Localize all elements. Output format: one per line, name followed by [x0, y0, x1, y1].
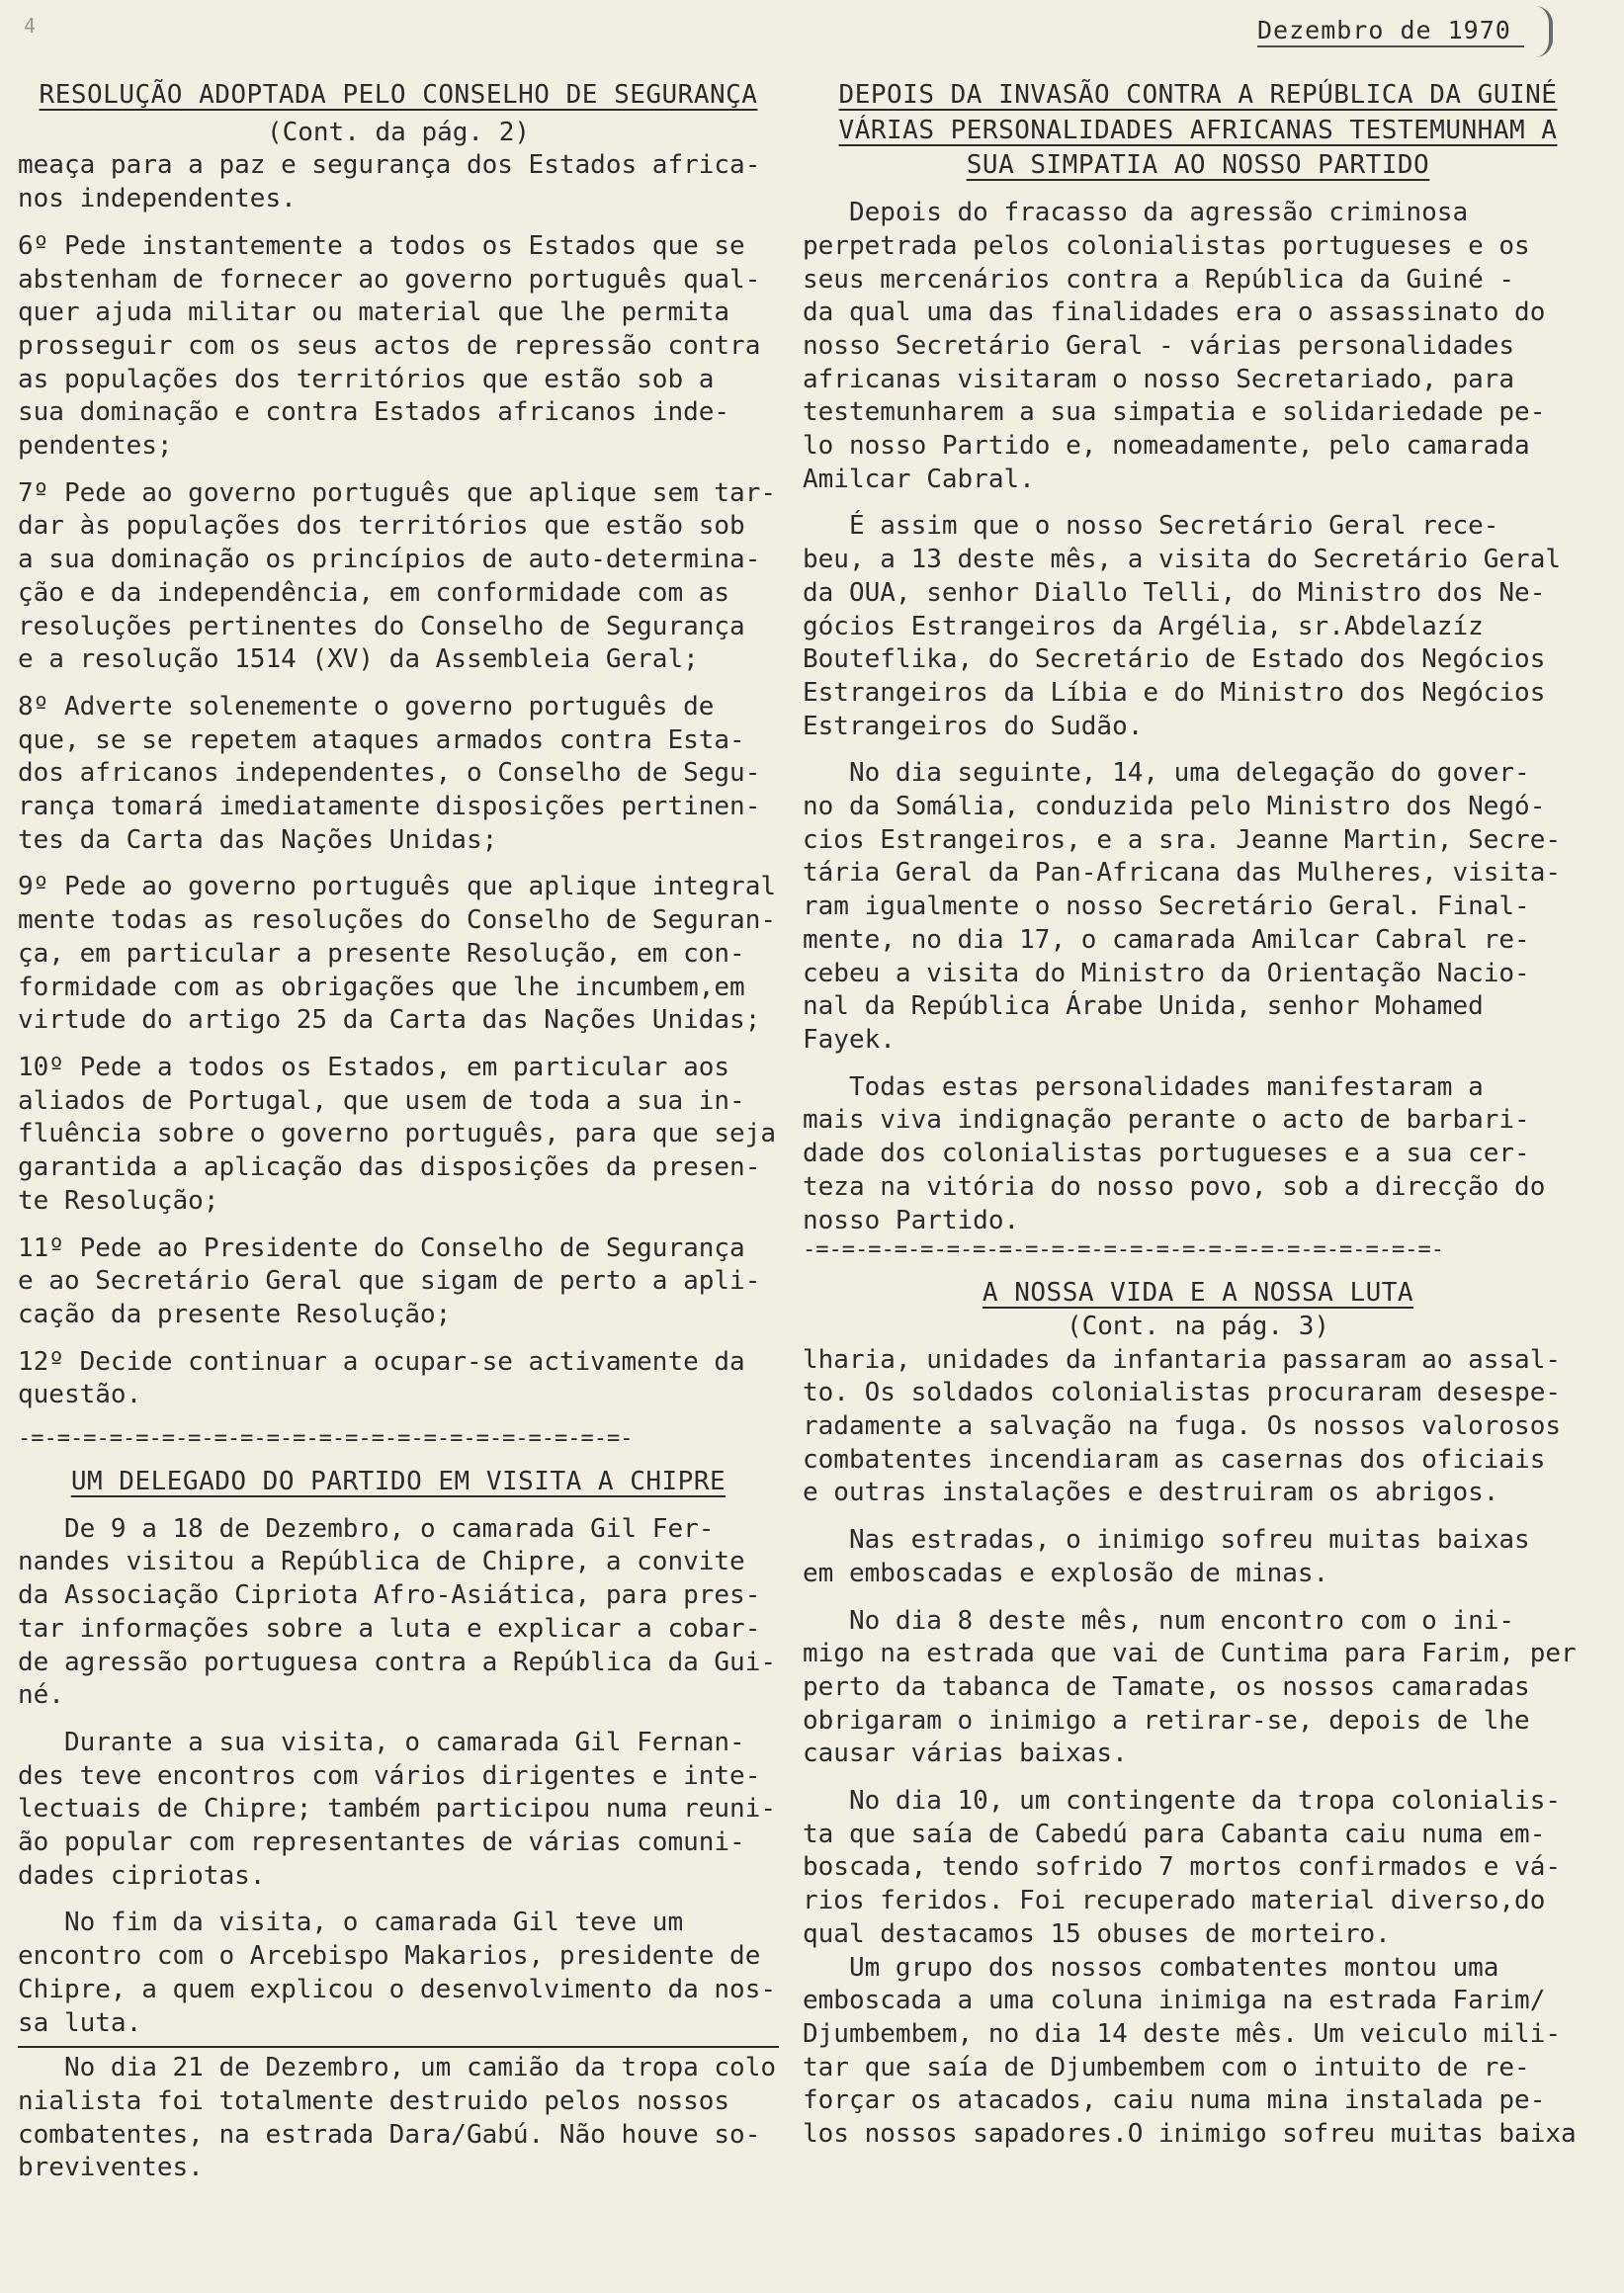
text-line: sua dominação e contra Estados africanos inde-	[18, 397, 730, 428]
chipre-para-1	[18, 1513, 779, 1713]
text-line: lo nosso Partido e, nomeadamente, pelo camarada	[803, 431, 1530, 462]
text-line: obrigaram o inimigo a retirar-se, depois de lhe	[803, 1705, 1530, 1736]
text-line: boscada, tendo sofrido 7 mortos confirmados e vá-	[803, 1852, 1562, 1883]
continued-on: (Cont. na pág. 3)	[1066, 1311, 1330, 1341]
text-line: dade dos colonialistas portugueses e a sua cer-	[803, 1139, 1530, 1169]
chipre-para-3	[18, 1907, 779, 2040]
text-line: ram igualmente o nosso Secretário Geral. Final-	[803, 892, 1530, 922]
text-line: Chipre, a quem explicou o desenvolvimento da nos-	[18, 1974, 777, 2004]
text-line: teza na vitória do nosso povo, sob a direcção do	[803, 1171, 1546, 1202]
text-line: quer ajuda militar ou material que lhe permita	[18, 297, 730, 328]
text-line: tes da Carta das Nações Unidas;	[18, 824, 498, 855]
text-line: nos independentes.	[18, 184, 297, 214]
text-line: aliados de Portugal, que usem de toda a sua in-	[18, 1085, 745, 1116]
text-line: nandes visitou a República de Chipre, a convite	[18, 1547, 745, 1577]
text-line: te Resolução;	[18, 1185, 219, 1216]
text-line: mais viva indignação perante o acto de barbari-	[803, 1105, 1530, 1136]
text-line: dos africanos independentes, o Conselho de Segu-	[18, 758, 761, 789]
title-line: VÁRIAS PERSONALIDADES AFRICANAS TESTEMUNHAM A	[838, 115, 1558, 145]
invasion-title	[803, 79, 1593, 183]
text-line: da Associação Cipriota Afro-Asiática, para pres-	[18, 1580, 761, 1611]
text-line: a sua dominação os princípios de auto-determina-	[18, 545, 761, 575]
text-line: beu, a 13 deste mês, a visita do Secretário Geral	[803, 545, 1562, 575]
text-line: 9º Pede ao governo português que aplique integral	[18, 872, 777, 902]
text-line: combatentes, na estrada Dara/Gabú. Não houve so-	[18, 2119, 761, 2150]
item-9	[18, 871, 779, 1038]
text-line: É assim que o nosso Secretário Geral rece-	[803, 511, 1499, 542]
text-line: mente todas as resoluções do Conselho de Seguran-	[18, 905, 777, 936]
text-line: 7º Pede ao governo português que aplique sem tar-	[18, 477, 777, 508]
title-line: SUA SIMPATIA AO NOSSO PARTIDO	[966, 150, 1430, 181]
left-column	[18, 79, 779, 2185]
header-rule	[1257, 45, 1524, 47]
text-line: ão popular com representantes de várias comuni-	[18, 1827, 745, 1858]
text-line: rança tomará imediatamente disposições pertinen-	[18, 792, 761, 822]
text-line: tária Geral da Pan-Africana das Mulheres, visita-	[803, 858, 1562, 889]
text-line: ção e da independência, em conformidade com as	[18, 577, 730, 608]
text-line: des teve encontros com vários dirigentes e inte-	[18, 1760, 761, 1791]
text-line: dades cipriotas.	[18, 1860, 266, 1891]
separator-right: -=-=-=-=-=-=-=-=-=-=-=-=-=-=-=-=-=-=-=-=-=-=-=-=-	[803, 1237, 1445, 1263]
pen-mark	[1525, 6, 1553, 57]
text-line: cebeu a visita do Ministro da Orientação Nacio-	[803, 958, 1530, 988]
right-column	[803, 79, 1593, 2152]
text-line: perpetrada pelos colonialistas portugueses e os	[803, 230, 1530, 261]
text-line: rios feridos. Foi recuperado material diverso,do	[803, 1886, 1546, 1916]
text-line: que, se se repetem ataques armados contra Esta-	[18, 724, 745, 755]
title-line: DEPOIS DA INVASÃO CONTRA A REPÚBLICA DA GUINÉ	[838, 80, 1558, 110]
vida-luta-title: A NOSSA VIDA E A NOSSA LUTA	[982, 1278, 1414, 1309]
text-line: perto da tabanca de Tamate, os nossos camaradas	[803, 1671, 1530, 1702]
text-line: ta que saía de Cabedú para Cabanta caiu numa em-	[803, 1819, 1546, 1849]
text-line: causar várias baixas.	[803, 1739, 1128, 1769]
text-line: nialista foi totalmente destruido pelos nossos	[18, 2085, 730, 2116]
text-line: Durante a sua visita, o camarada Gil Fernan-	[18, 1727, 745, 1757]
text-line: fluência sobre o governo português, para que seja	[18, 1119, 777, 1149]
text-line: Um grupo dos nossos combatentes montou uma	[803, 1952, 1499, 1983]
text-line: em emboscadas e explosão de minas.	[803, 1558, 1329, 1588]
personalities-para-4	[803, 1071, 1593, 1238]
text-line: cação da presente Resolução;	[18, 1299, 452, 1329]
text-line: sa luta.	[18, 2007, 142, 2038]
text-line: Estrangeiros da Líbia e do Ministro dos Negócios	[803, 677, 1546, 708]
text-line: Fayek.	[803, 1024, 896, 1055]
text-line: No fim da visita, o camarada Gil teve um	[18, 1908, 684, 1938]
text-line: testemunharem a sua simpatia e solidariedade pe-	[803, 397, 1546, 428]
luta-para-4	[803, 1785, 1593, 1952]
text-line: nosso Partido.	[803, 1205, 1020, 1235]
text-line: gócios Estrangeiros da Argélia, sr.Abdelazíz	[803, 611, 1484, 641]
text-line: cios Estrangeiros, e a sra. Jeanne Martin, Secre-	[803, 824, 1562, 855]
text-line: formidade com as obrigações que lhe incumbem,em	[18, 972, 745, 1002]
item-7	[18, 477, 779, 677]
chipre-para-2	[18, 1727, 779, 1894]
item-12	[18, 1346, 779, 1412]
item-11	[18, 1232, 779, 1332]
text-line: Estrangeiros do Sudão.	[803, 711, 1144, 741]
text-line: no da Somália, conduzida pelo Ministro dos Negó-	[803, 792, 1546, 822]
text-line: abstenham de fornecer ao governo português qual-	[18, 264, 761, 295]
text-line: e ao Secretário Geral que sigam de perto a apli-	[18, 1266, 761, 1297]
text-line: lharia, unidades da infantaria passaram ao assal-	[803, 1344, 1562, 1375]
text-line: migo na estrada que vai de Cuntima para Farim, per	[803, 1639, 1577, 1669]
issue-date: Dezembro de 1970	[1257, 16, 1511, 44]
luta-para-1	[803, 1344, 1593, 1511]
text-line: los nossos sapadores.O inimigo sofreu muitas baixa	[803, 2119, 1577, 2150]
text-line: 6º Pede instantemente a todos os Estados que se	[18, 230, 745, 261]
personalities-para-2	[803, 510, 1593, 743]
text-line: seus mercenários contra a República da Guiné -	[803, 264, 1515, 295]
text-line: africanas visitaram o nosso Secretariado, para	[803, 364, 1515, 394]
text-line: Nas estradas, o inimigo sofreu muitas baixas	[803, 1525, 1530, 1556]
text-line: da qual uma das finalidades era o assassinato do	[803, 297, 1546, 328]
text-line: lectuais de Chipre; também participou numa reuni-	[18, 1794, 777, 1825]
text-line: pendentes;	[18, 431, 173, 462]
chipre-title: UM DELEGADO DO PARTIDO EM VISITA A CHIPRE	[70, 1467, 727, 1497]
text-line: resoluções pertinentes do Conselho de Segurança	[18, 611, 745, 641]
text-line: ça, em particular a presente Resolução, em con-	[18, 938, 745, 969]
text-line: emboscada a uma coluna inimiga na estrada Farim/	[803, 1986, 1546, 2016]
text-line: de agressão portuguesa contra a República da Gui-	[18, 1647, 777, 1677]
text-line: e a resolução 1514 (XV) da Assembleia Geral;	[18, 644, 699, 675]
text-line: prosseguir com os seus actos de repressão contra	[18, 330, 761, 361]
text-line: meaça para a paz e segurança dos Estados africa-	[18, 150, 761, 181]
separator-left: -=-=-=-=-=-=-=-=-=-=-=-=-=-=-=-=-=-=-=-=-=-=-=-	[18, 1426, 634, 1452]
text-line: Bouteflika, do Secretário de Estado dos Negócios	[803, 644, 1546, 675]
text-line: encontro com o Arcebispo Makarios, presidente de	[18, 1941, 761, 1972]
text-line: 11º Pede ao Presidente do Conselho de Segurança	[18, 1232, 745, 1263]
text-line: to. Os soldados colonialistas procuraram desespe-	[803, 1378, 1562, 1408]
continued-from: (Cont. da pág. 2)	[266, 117, 531, 147]
text-line: qual destacamos 15 obuses de morteiro.	[803, 1918, 1391, 1949]
luta-para-3	[803, 1605, 1593, 1772]
resolution-title: RESOLUÇÃO ADOPTADA PELO CONSELHO DE SEGURANÇA	[39, 80, 758, 110]
personalities-para-3	[803, 757, 1593, 1057]
text-line: Amilcar Cabral.	[803, 464, 1035, 494]
text-line: 8º Adverte solenemente o governo português de	[18, 691, 715, 722]
item-10	[18, 1052, 779, 1219]
text-line: No dia 21 de Dezembro, um camião da tropa colo	[18, 2053, 777, 2083]
text-line: da OUA, senhor Diallo Telli, do Ministro dos Ne-	[803, 577, 1546, 608]
rule-line	[18, 2046, 779, 2048]
text-line: nosso Secretário Geral - várias personalidades	[803, 330, 1515, 361]
item-8	[18, 691, 779, 858]
text-line: 12º Decide continuar a ocupar-se activamente da	[18, 1346, 745, 1377]
text-line: né.	[18, 1680, 64, 1711]
text-line: Depois do fracasso da agressão criminosa	[803, 198, 1469, 228]
text-line: breviventes.	[18, 2153, 204, 2183]
text-line: No dia 10, um contingente da tropa colonialis-	[803, 1786, 1562, 1817]
text-line: combatentes incendiaram as casernas dos oficiais	[803, 1444, 1546, 1475]
page-number: 4	[24, 14, 37, 38]
text-line: as populações dos territórios que estão sob a	[18, 364, 715, 394]
text-line: radamente a salvação na fuga. Os nossos valorosos	[803, 1411, 1562, 1442]
text-line: nal da República Árabe Unida, senhor Mohamed	[803, 991, 1484, 1022]
text-line: De 9 a 18 de Dezembro, o camarada Gil Fer-	[18, 1513, 715, 1544]
text-line: mente, no dia 17, o camarada Amilcar Cabral re-	[803, 924, 1530, 955]
text-line: No dia seguinte, 14, uma delegação do gover-	[803, 758, 1530, 789]
item-6	[18, 230, 779, 464]
text-line: No dia 8 deste mês, num encontro com o ini-	[803, 1605, 1515, 1636]
text-line: e outras instalações e destruiram os abrigos.	[803, 1478, 1499, 1508]
text-line: virtude do artigo 25 da Carta das Nações Unidas;	[18, 1005, 761, 1036]
text-line: Todas estas personalidades manifestaram a	[803, 1071, 1484, 1102]
luta-para-5	[803, 1952, 1593, 2152]
text-line: Djumbembem, no dia 14 deste mês. Um veiculo mili-	[803, 2018, 1562, 2049]
text-line: questão.	[18, 1380, 142, 1410]
personalities-para-1	[803, 197, 1593, 496]
text-line: tar que saía de Djumbembem com o intuito de re-	[803, 2052, 1530, 2082]
text-line: tar informações sobre a luta e explicar a cobar-	[18, 1613, 761, 1644]
text-line: dar às populações dos territórios que estão sob	[18, 511, 745, 542]
para-intro	[18, 149, 779, 215]
text-line: 10º Pede a todos os Estados, em particular aos	[18, 1052, 730, 1082]
luta-para-2	[803, 1524, 1593, 1590]
text-line: forçar os atacados, caiu numa mina instalada pe-	[803, 2085, 1546, 2116]
text-line: garantida a aplicação das disposições da presen-	[18, 1152, 761, 1183]
final-para	[18, 2052, 779, 2185]
